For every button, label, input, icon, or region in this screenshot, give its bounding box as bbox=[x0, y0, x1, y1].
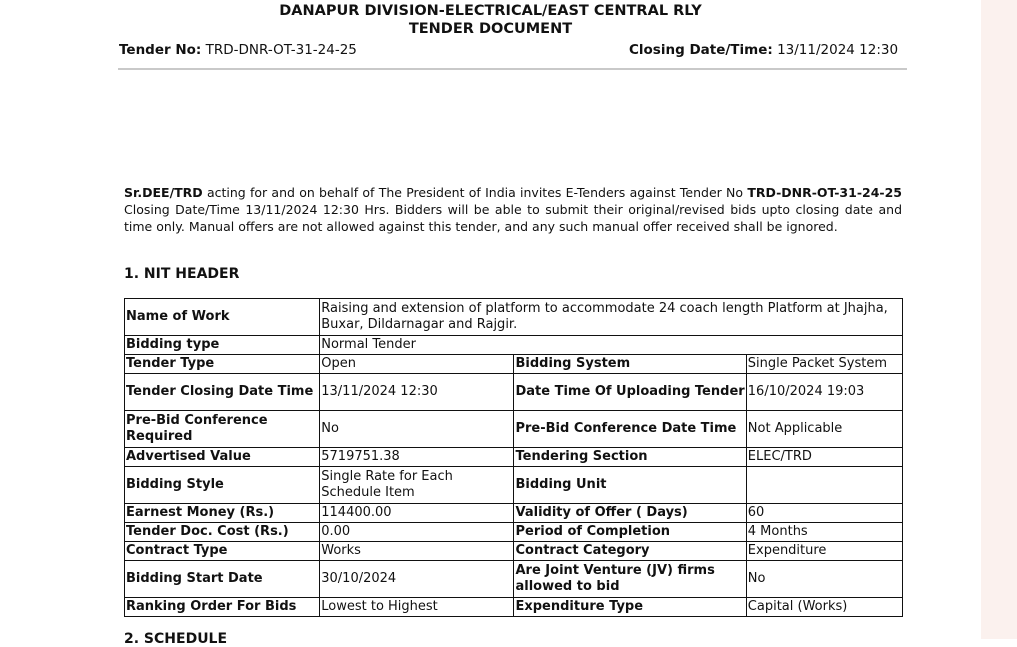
field-value: 0.00 bbox=[320, 523, 514, 542]
field-label: Date Time Of Uploading Tender bbox=[514, 374, 746, 411]
table-row bbox=[125, 374, 903, 411]
field-label: Tender Doc. Cost (Rs.) bbox=[125, 523, 320, 542]
field-label: Bidding Unit bbox=[514, 467, 746, 504]
closing-datetime bbox=[629, 42, 898, 58]
field-label: Bidding Style bbox=[125, 467, 320, 504]
field-label: Contract Type bbox=[125, 542, 320, 561]
field-value: 16/10/2024 19:03 bbox=[746, 374, 902, 411]
closing-datetime-value: 13/11/2024 12:30 bbox=[777, 42, 899, 58]
field-label: Bidding System bbox=[514, 355, 746, 374]
table-row bbox=[125, 598, 903, 617]
field-value: 5719751.38 bbox=[320, 448, 514, 467]
field-label: Period of Completion bbox=[514, 523, 746, 542]
division-title: DANAPUR DIVISION-ELECTRICAL/EAST CENTRAL RLY bbox=[279, 3, 702, 19]
section-nit-header-title: 1. NIT HEADER bbox=[124, 266, 240, 282]
table-row bbox=[125, 504, 903, 523]
field-label: Bidding Start Date bbox=[125, 561, 320, 598]
field-value: 13/11/2024 12:30 bbox=[320, 374, 514, 411]
field-value: Not Applicable bbox=[746, 411, 902, 448]
field-value: No bbox=[746, 561, 902, 598]
intro-paragraph bbox=[124, 184, 902, 235]
intro-tender-number: TRD-DNR-OT-31-24-25 bbox=[747, 185, 902, 200]
nit-header-table bbox=[124, 298, 903, 617]
field-value: Capital (Works) bbox=[746, 598, 902, 617]
name-of-work-label: Name of Work bbox=[125, 299, 320, 336]
table-row bbox=[125, 336, 903, 355]
field-value: 4 Months bbox=[746, 523, 902, 542]
field-label: Tender Closing Date Time bbox=[125, 374, 320, 411]
field-value: 60 bbox=[746, 504, 902, 523]
field-label: Are Joint Venture (JV) firms allowed to bid bbox=[514, 561, 746, 598]
field-value bbox=[746, 467, 902, 504]
field-label: Expenditure Type bbox=[514, 598, 746, 617]
table-row bbox=[125, 467, 903, 504]
field-value: Open bbox=[320, 355, 514, 374]
tender-number-value: TRD-DNR-OT-31-24-25 bbox=[205, 42, 357, 58]
field-value: Single Packet System bbox=[746, 355, 902, 374]
bidding-type-value: Normal Tender bbox=[320, 336, 903, 355]
field-value: Expenditure bbox=[746, 542, 902, 561]
intro-text-1: acting for and on behalf of The President of India invites E-Tenders against Tender No bbox=[202, 185, 748, 200]
bidding-type-label: Bidding type bbox=[125, 336, 320, 355]
field-value: Single Rate for Each Schedule Item bbox=[320, 467, 514, 504]
field-value: Works bbox=[320, 542, 514, 561]
section-schedule-title: 2. SCHEDULE bbox=[124, 631, 228, 647]
closing-datetime-label: Closing Date/Time: bbox=[629, 42, 773, 58]
intro-authority: Sr.DEE/TRD bbox=[124, 185, 203, 200]
intro-text-2: Closing Date/Time 13/11/2024 12:30 Hrs. Bidders will be able to submit their original/revised bids upto closing date and time only. Manual offers are not allowed against this tender, and any such manual offer received shall be ignored. bbox=[124, 202, 902, 234]
field-value: Lowest to Highest bbox=[320, 598, 514, 617]
field-value: 30/10/2024 bbox=[320, 561, 514, 598]
tender-number-label: Tender No: bbox=[119, 42, 202, 58]
table-row bbox=[125, 561, 903, 598]
table-row bbox=[125, 411, 903, 448]
field-value: No bbox=[320, 411, 514, 448]
field-value: 114400.00 bbox=[320, 504, 514, 523]
field-label: Validity of Offer ( Days) bbox=[514, 504, 746, 523]
table-row bbox=[125, 299, 903, 336]
name-of-work-value: Raising and extension of platform to accommodate 24 coach length Platform at Jhajha, Buxar, Dildarnagar and Rajgir. bbox=[320, 299, 903, 336]
header-divider bbox=[118, 68, 907, 70]
field-label: Earnest Money (Rs.) bbox=[125, 504, 320, 523]
table-row bbox=[125, 542, 903, 561]
document-title: TENDER DOCUMENT bbox=[408, 21, 573, 37]
field-value: ELEC/TRD bbox=[746, 448, 902, 467]
field-label: Ranking Order For Bids bbox=[125, 598, 320, 617]
field-label: Advertised Value bbox=[125, 448, 320, 467]
table-row bbox=[125, 355, 903, 374]
field-label: Pre-Bid Conference Date Time bbox=[514, 411, 746, 448]
tender-number bbox=[119, 42, 357, 58]
table-row bbox=[125, 448, 903, 467]
table-row bbox=[125, 523, 903, 542]
field-label: Tender Type bbox=[125, 355, 320, 374]
field-label: Pre-Bid Conference Required bbox=[125, 411, 320, 448]
field-label: Contract Category bbox=[514, 542, 746, 561]
side-panel bbox=[981, 0, 1017, 639]
field-label: Tendering Section bbox=[514, 448, 746, 467]
